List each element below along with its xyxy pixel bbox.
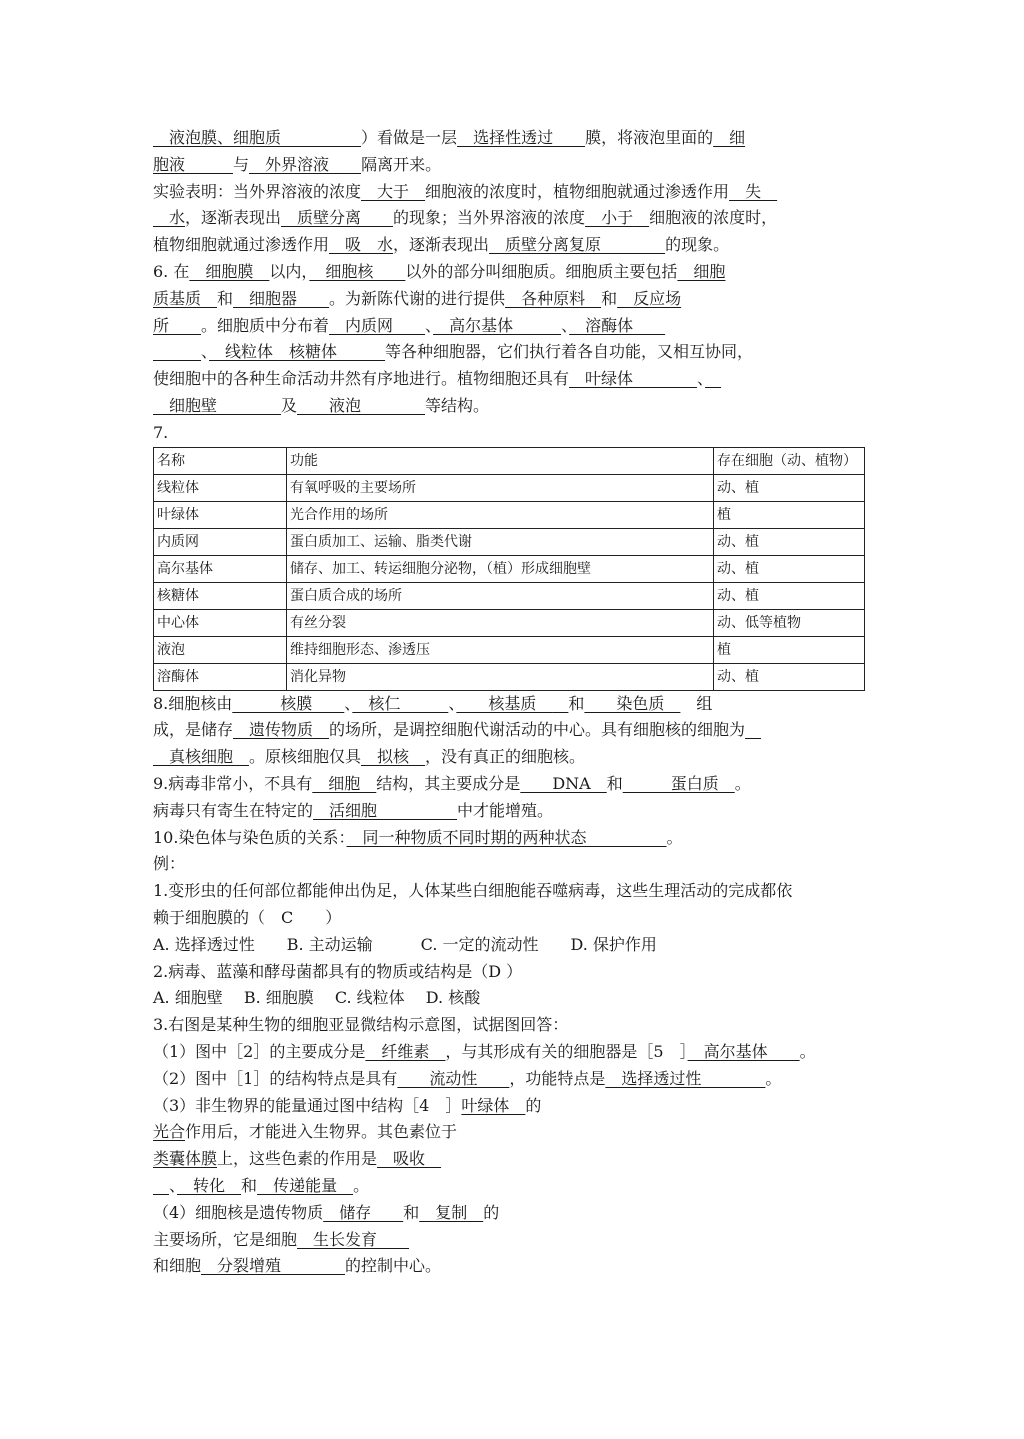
answer-blank: 大于	[361, 181, 410, 201]
text-line	[153, 205, 865, 232]
questions-section	[153, 691, 865, 1281]
text-line	[153, 1093, 865, 1120]
answer-blank: 拟核	[361, 747, 426, 767]
answer-blank: 叶绿体	[569, 369, 698, 389]
text-segment: 、	[201, 342, 210, 362]
table-row	[154, 528, 865, 555]
answer-blank	[745, 720, 761, 739]
worksheet-content	[153, 125, 865, 1280]
text-segment: 组	[680, 693, 713, 713]
text-line	[153, 259, 865, 286]
table-header-cell: 存在细胞（动、植物）	[714, 447, 865, 474]
answer-blank: 传递能量	[257, 1175, 354, 1195]
text-segment: （1）图中［2］的主要成分是	[153, 1041, 366, 1061]
organelle-table	[153, 447, 865, 691]
text-line	[153, 717, 865, 744]
answer-blank: 线粒体 核糖体	[209, 342, 386, 362]
answer-blank	[345, 155, 361, 174]
text-segment: 以内，	[269, 261, 310, 281]
table-cell: 高尔基体	[154, 555, 287, 582]
answer-blank: 内质网	[329, 315, 426, 335]
table-header-row	[154, 447, 865, 474]
text-segment: 的	[525, 1095, 542, 1115]
text-segment: A. 细胞壁 B. 细胞膜 C. 线粒体 D. 核酸	[153, 988, 481, 1008]
text-segment: 以外的部分叫细胞质。细胞质主要包括	[405, 261, 678, 281]
text-segment: 病毒只有寄生在特定的	[153, 800, 314, 820]
table-row	[154, 636, 865, 663]
answer-blank: 各种原料	[505, 288, 602, 308]
answer-blank	[705, 369, 721, 388]
text-segment: （3）非生物界的能量通过图中结构［4 ］	[153, 1095, 462, 1115]
table-row	[154, 555, 865, 582]
text-segment: 和	[241, 1175, 258, 1195]
answer-blank	[409, 182, 425, 201]
text-line	[153, 959, 865, 986]
answer-blank: 液泡膜、细胞质	[169, 128, 282, 147]
table-row	[154, 501, 865, 528]
answer-blank: 液泡	[297, 395, 426, 415]
answer-blank	[552, 694, 568, 713]
text-segment: 。	[734, 773, 751, 793]
table-cell: 有氧呼吸的主要场所	[287, 474, 714, 501]
text-line	[153, 771, 865, 798]
text-segment: 例：	[153, 854, 186, 874]
text-segment: 2.病毒、蓝藻和酵母菌都具有的物质或结构是（D ）	[153, 961, 523, 981]
text-line	[153, 825, 865, 852]
text-segment: A. 选择透过性 B. 主动运输 C. 一定的流动性 D. 保护作用	[153, 934, 657, 954]
text-segment: 和	[601, 288, 618, 308]
text-segment: 1.变形虫的任何部位都能伸出伪足，人体某些白细胞能吞噬病毒，这些生理活动的完成都依	[153, 881, 793, 901]
answer-blank: 同一种物质不同时期的两种状态	[346, 827, 667, 847]
answer-blank	[153, 1176, 169, 1195]
text-segment: 、	[425, 315, 434, 335]
text-segment: 及	[281, 395, 298, 415]
answer-blank: 核基质	[456, 693, 553, 713]
text-segment: 与	[233, 154, 250, 174]
table-cell: 叶绿体	[154, 501, 287, 528]
table-cell: 溶酶体	[154, 663, 287, 690]
text-segment: 的控制中心。	[345, 1256, 442, 1276]
table-row	[154, 474, 865, 501]
table-row	[154, 582, 865, 609]
text-segment: 和	[217, 288, 234, 308]
answer-blank: 叶绿体	[461, 1095, 526, 1115]
text-line	[153, 366, 865, 393]
text-segment: 隔离开来。	[361, 154, 442, 174]
text-segment: 、	[697, 369, 706, 389]
text-segment: 结构，其主要成分是	[376, 773, 521, 793]
text-segment: 等各种细胞器，它们执行着各自功能，又相互协同，	[385, 342, 754, 362]
answer-blank: 光合	[153, 1122, 186, 1142]
answer-blank: 细胞核	[309, 261, 406, 281]
table-cell: 植	[714, 501, 865, 528]
text-segment: 8.细胞核由	[153, 693, 233, 713]
text-segment: 、	[169, 1175, 178, 1195]
answer-blank: 遗传物质	[233, 720, 330, 740]
text-segment: 3.右图是某种生物的细胞亚显微结构示意图，试据图回答：	[153, 1015, 569, 1035]
answer-blank: 生长发育	[297, 1229, 410, 1249]
text-segment: 、	[448, 693, 457, 713]
text-line	[153, 1146, 865, 1173]
text-segment: ，功能特点是	[509, 1068, 606, 1088]
answer-blank: 选择性透过	[457, 128, 586, 147]
text-segment: 和	[403, 1202, 420, 1222]
answer-blank: 高尔基体	[433, 315, 562, 335]
text-segment: 6. 在	[153, 261, 190, 281]
text-segment: 。	[765, 1068, 782, 1088]
table-cell: 消化异物	[287, 663, 714, 690]
text-segment: （4）细胞核是遗传物质	[153, 1202, 324, 1222]
answer-blank	[633, 208, 649, 227]
text-segment: 细胞液的浓度时，植物细胞就通过渗透作用	[425, 181, 730, 201]
answer-blank: 质壁分离	[281, 208, 394, 228]
table-cell: 核糖体	[154, 582, 287, 609]
text-segment: 的场所，是调控细胞代谢活动的中心。具有细胞核的细胞为	[329, 720, 746, 740]
text-line	[153, 905, 865, 932]
table-cell: 动、植	[714, 663, 865, 690]
answer-blank: 活细胞	[313, 800, 458, 820]
text-line	[153, 1066, 865, 1093]
text-line	[153, 232, 865, 259]
text-segment: 。细胞质中分布着	[201, 315, 330, 335]
table-cell: 动、低等植物	[714, 609, 865, 636]
answer-blank: 真核细胞	[153, 747, 250, 767]
text-segment: 作用后，才能进入生物界。其色素位于	[185, 1122, 458, 1142]
text-segment: ，没有真正的细胞核。	[425, 747, 586, 767]
answer-blank: 吸 水	[329, 235, 394, 255]
table-cell: 蛋白质加工、运输、脂类代谢	[287, 528, 714, 555]
table-cell: 动、植	[714, 555, 865, 582]
text-line	[153, 1039, 865, 1066]
text-segment: 细胞液的浓度时，	[649, 208, 778, 228]
table-cell: 内质网	[154, 528, 287, 555]
text-segment: 7.	[153, 422, 169, 442]
answer-blank: 外界溶液	[249, 154, 346, 174]
text-line	[153, 985, 865, 1012]
answer-blank	[281, 128, 361, 147]
table-cell: 蛋白质合成的场所	[287, 582, 714, 609]
answer-blank: 蛋白质	[622, 773, 735, 793]
answer-blank	[153, 342, 201, 361]
text-segment: 10.染色体与染色质的关系：	[153, 827, 347, 847]
text-line	[153, 125, 865, 152]
text-line	[153, 286, 865, 313]
text-line	[153, 798, 865, 825]
table-cell: 植	[714, 636, 865, 663]
answer-blank: 质基质	[153, 288, 218, 308]
text-segment: ，逐渐表现出	[185, 208, 282, 228]
text-segment: （2）图中［1］的结构特点是具有	[153, 1068, 398, 1088]
text-line	[153, 932, 865, 959]
text-segment: 上，这些色素的作用是	[217, 1149, 378, 1169]
text-segment: 。为新陈代谢的进行提供	[329, 288, 506, 308]
text-line	[153, 1119, 865, 1146]
table-cell: 线粒体	[154, 474, 287, 501]
table-cell: 光合作用的场所	[287, 501, 714, 528]
fill-blank-section	[153, 125, 865, 447]
table-header-cell: 名称	[154, 447, 287, 474]
table-cell: 中心体	[154, 609, 287, 636]
text-line	[153, 1253, 865, 1280]
table-cell: 液泡	[154, 636, 287, 663]
answer-blank: 细	[713, 128, 746, 147]
answer-blank: 失	[729, 181, 778, 201]
text-line	[153, 878, 865, 905]
answer-blank: 小于	[585, 208, 634, 228]
text-line	[153, 420, 865, 447]
text-segment: 9.病毒非常小，不具有	[153, 773, 313, 793]
answer-blank: 选择透过性	[605, 1068, 766, 1088]
answer-blank: 吸收	[377, 1149, 442, 1169]
text-segment: 和	[568, 693, 585, 713]
answer-blank: 胞液	[153, 154, 234, 174]
text-line	[153, 313, 865, 340]
answer-blank: 高尔基体	[687, 1041, 800, 1061]
text-segment: 。	[666, 827, 683, 847]
table-cell: 储存、加工、转运细胞分泌物，（植）形成细胞壁	[287, 555, 714, 582]
answer-blank: 细胞壁	[153, 395, 282, 415]
text-line	[153, 744, 865, 771]
answer-blank: 细胞器	[233, 288, 330, 308]
answer-blank: 流动性	[397, 1068, 510, 1088]
text-segment: 。	[799, 1041, 816, 1061]
text-segment: ，与其形成有关的细胞器是［5 ］	[445, 1041, 688, 1061]
answer-blank: 所	[153, 315, 202, 335]
text-line	[153, 1012, 865, 1039]
table-cell: 动、植	[714, 528, 865, 555]
text-segment: 赖于细胞膜的（ C ）	[153, 907, 342, 927]
answer-blank: 类囊体膜	[153, 1149, 218, 1169]
table-cell: 维持细胞形态、渗透压	[287, 636, 714, 663]
text-segment: 、	[561, 315, 570, 335]
text-segment: 、	[344, 693, 353, 713]
answer-blank: 转化	[177, 1175, 242, 1195]
text-segment: 的现象。	[665, 235, 730, 255]
text-line	[153, 1227, 865, 1254]
answer-blank: 细胞	[312, 773, 377, 793]
answer-blank: 细胞膜	[189, 261, 270, 281]
text-line	[153, 691, 865, 718]
text-segment: 实验表明：当外界溶液的浓度	[153, 181, 362, 201]
table-cell: 动、植	[714, 474, 865, 501]
table-cell: 动、植	[714, 582, 865, 609]
text-segment: 等结构。	[425, 395, 490, 415]
answer-blank: 纤维素	[365, 1041, 446, 1061]
text-segment: 和细胞	[153, 1256, 202, 1276]
answer-blank: 水	[153, 208, 186, 228]
answer-blank: 溶酶体	[569, 315, 666, 335]
text-segment: 成，是储存	[153, 720, 234, 740]
answer-blank: 染色质	[584, 693, 681, 713]
answer-blank: 储存	[323, 1202, 404, 1222]
answer-blank: 核仁	[352, 693, 449, 713]
text-line	[153, 1173, 865, 1200]
answer-blank: 复制	[419, 1202, 484, 1222]
table-row	[154, 609, 865, 636]
answer-blank: 反应场	[617, 288, 682, 308]
text-segment: 膜，将液泡里面的	[585, 128, 714, 147]
text-segment: ，逐渐表现出	[393, 235, 490, 255]
text-segment: 中才能增殖。	[457, 800, 554, 820]
text-line	[153, 179, 865, 206]
table-header-cell: 功能	[287, 447, 714, 474]
text-segment: 植物细胞就通过渗透作用	[153, 235, 330, 255]
text-line	[153, 152, 865, 179]
text-line	[153, 339, 865, 366]
text-segment: ）看做是一层	[361, 128, 458, 147]
text-line	[153, 393, 865, 420]
text-segment: 的现象；当外界溶液的浓度	[393, 208, 586, 228]
table-cell: 有丝分裂	[287, 609, 714, 636]
answer-blank	[153, 128, 169, 147]
answer-blank: DNA	[520, 773, 607, 793]
text-segment: 和	[606, 773, 623, 793]
text-segment: 主要场所，它是细胞	[153, 1229, 298, 1249]
answer-blank: 细胞	[677, 261, 726, 281]
text-segment: 使细胞中的各种生命活动井然有序地进行。植物细胞还具有	[153, 369, 570, 389]
text-line	[153, 1200, 865, 1227]
answer-blank: 核膜	[232, 693, 345, 713]
text-segment: 。	[353, 1175, 370, 1195]
text-line	[153, 851, 865, 878]
text-segment: 。原核细胞仅具	[249, 747, 362, 767]
text-segment: 的	[483, 1202, 500, 1222]
table-row	[154, 663, 865, 690]
answer-blank: 分裂增殖	[201, 1256, 346, 1276]
answer-blank: 质壁分离复原	[489, 235, 666, 255]
